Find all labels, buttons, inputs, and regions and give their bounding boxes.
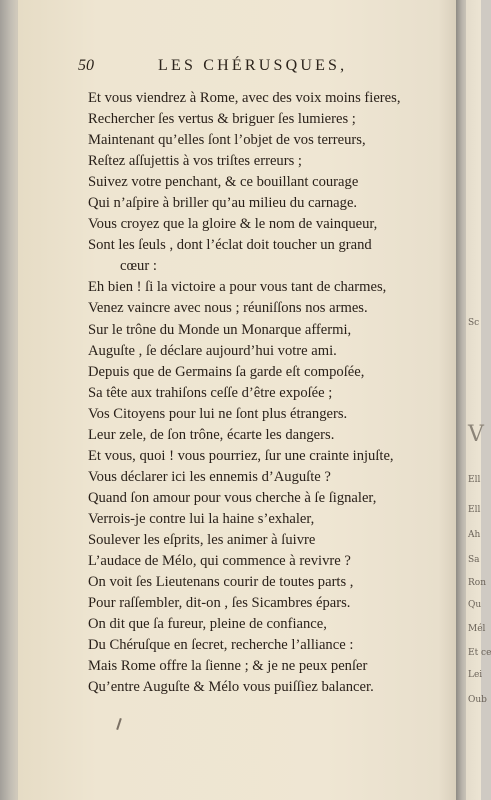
verse-line: cœur : <box>120 258 157 275</box>
verse-line: Verrois-je contre lui la haine s’exhaler, <box>88 510 315 527</box>
verse-line: Venez vaincre avec nous ; réuniſſons nos armes. <box>88 300 368 317</box>
verse-line: Sur le trône du Monde un Monarque affermi, <box>88 321 352 338</box>
next-page-edge <box>466 0 491 800</box>
running-title: LES CHÉRUSQUES, <box>158 57 348 74</box>
verse-line: Maintenant qu’elles ſont l’objet de vos terreurs, <box>88 132 366 149</box>
next-page-fragment: Lei <box>468 670 483 680</box>
verse-line: Suivez votre penchant, & ce bouillant courage <box>88 174 359 191</box>
verse-line: Rechercher ſes vertus & briguer ſes lumieres ; <box>88 111 356 128</box>
next-page-fragment: Qu <box>468 600 482 610</box>
next-page-fragment: Oub <box>468 695 487 705</box>
next-page-fragment: Sc <box>468 318 480 328</box>
verse-line: Leur zele, de ſon trône, écarte les dangers. <box>88 426 335 443</box>
next-page-fragment: Mél <box>468 624 486 634</box>
verse-line: L’audace de Mélo, qui commence à revivre ? <box>88 553 351 570</box>
verse-line: Eh bien ! ſi la victoire a pour vous tant de charmes, <box>88 279 387 296</box>
left-gutter <box>0 0 20 800</box>
verse-line: On voit ſes Lieutenans courir de toutes parts , <box>88 574 354 591</box>
verse-text <box>88 88 456 698</box>
next-page-fragment: Ron <box>468 578 486 588</box>
verse-line: Sa tête aux trahiſons ceſſe d’être expoſée ; <box>88 384 333 401</box>
verse-line: Soulever les eſprits, les animer à ſuivre <box>88 531 316 548</box>
verse-line: Sont les ſeuls , dont l’éclat doit toucher un grand <box>88 237 372 254</box>
next-page-fragment: Ah <box>468 530 481 540</box>
next-page-fragment: Et ce <box>468 648 491 658</box>
verse-line: Qu’entre Auguſte & Mélo vous puiſſiez balancer. <box>88 679 374 696</box>
next-page-fragment: Sa <box>468 555 480 565</box>
page-edge-shadow <box>456 0 466 800</box>
verse-line: Vos Citoyens pour lui ne ſont plus étrangers. <box>88 405 348 422</box>
verse-line: Du Chéruſque en ſecret, recherche l’alliance : <box>88 637 354 654</box>
page-header <box>78 57 418 79</box>
verse-line: Pour raſſembler, dit-on , ſes Sicambres épars. <box>88 595 351 612</box>
verse-line: Depuis que de Germains ſa garde eſt compoſée, <box>88 363 365 380</box>
page-number: 50 <box>78 57 94 74</box>
verse-line: Qui n’aſpire à briller qu’au milieu du carnage. <box>88 195 358 212</box>
verse-line: Vous déclarer ici les ennemis d’Auguſte ? <box>88 468 331 485</box>
verse-line: Vous croyez que la gloire & le nom de vainqueur, <box>88 216 378 233</box>
verse-line: Mais Rome offre la ſienne ; & je ne peux penſer <box>88 658 368 675</box>
next-page-fragment: Ell <box>468 505 481 515</box>
verse-line: Et vous viendrez à Rome, avec des voix moins fieres, <box>88 90 401 106</box>
verse-line: Quand ſon amour pour vous cherche à ſe ſignaler, <box>88 489 377 506</box>
verse-line: Et vous, quoi ! vous pourriez, ſur une crainte injuſte, <box>88 447 394 464</box>
verse-line: Auguſte , ſe déclare aujourd’hui votre ami. <box>88 342 337 359</box>
verse-line: On dit que ſa fureur, pleine de confiance, <box>88 616 327 633</box>
verse-line: Reſtez aſſujettis à vos triſtes erreurs ; <box>88 153 302 170</box>
next-page-fragment: V <box>468 422 484 447</box>
next-page-fragment: Ell <box>468 475 481 485</box>
